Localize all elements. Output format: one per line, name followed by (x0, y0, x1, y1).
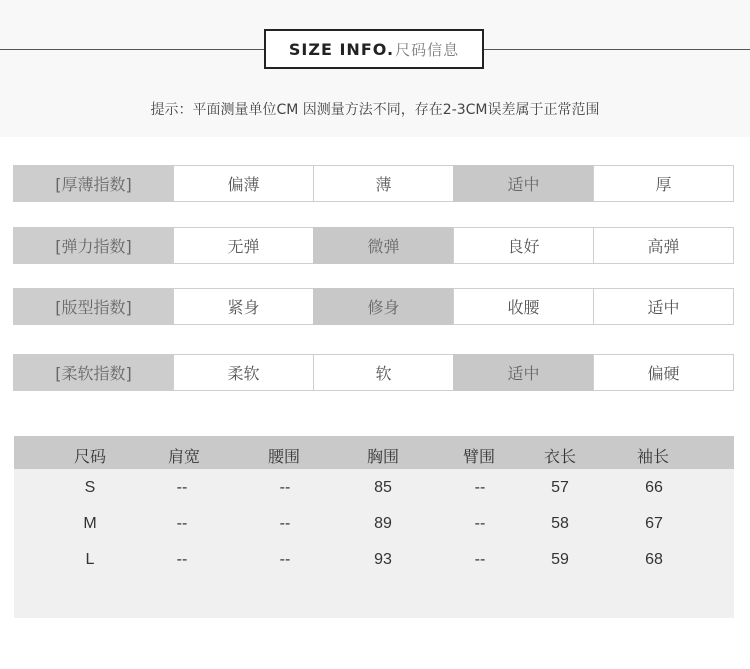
index-option: 无弹 (173, 227, 314, 264)
index-option-selected: 修身 (313, 288, 454, 325)
table-cell: S (84, 479, 96, 496)
index-option: 偏薄 (173, 165, 314, 202)
table-cell: 66 (645, 479, 663, 496)
index-label: [弹力指数] (13, 227, 174, 264)
header-sleeve: 袖长 (636, 447, 669, 466)
index-option-selected: 适中 (453, 354, 594, 391)
table-cell: 85 (374, 479, 392, 496)
table-cell: 93 (374, 551, 392, 568)
index-option: 偏硬 (593, 354, 734, 391)
index-option: 软 (313, 354, 454, 391)
table-cell: -- (474, 479, 486, 496)
table-cell: -- (279, 551, 291, 568)
table-cell: -- (279, 515, 291, 532)
header-arm: 臂围 (462, 447, 495, 466)
table-cell: 68 (645, 551, 663, 568)
header-shoulder: 肩宽 (167, 447, 200, 466)
index-option-selected: 适中 (453, 165, 594, 202)
table-cell: 67 (645, 515, 663, 532)
table-cell: L (85, 551, 95, 568)
index-label: [厚薄指数] (13, 165, 174, 202)
index-option: 适中 (593, 288, 734, 325)
index-option: 紧身 (173, 288, 314, 325)
header-length: 衣长 (543, 447, 576, 466)
index-label: [版型指数] (13, 288, 174, 325)
table-cell: -- (474, 551, 486, 568)
index-option: 收腰 (453, 288, 594, 325)
fit-index-row (13, 288, 734, 325)
table-cell: 89 (374, 515, 392, 532)
index-option-selected: 微弹 (313, 227, 454, 264)
header-waist: 腰围 (267, 447, 300, 466)
table-cell: -- (176, 479, 188, 496)
index-option: 薄 (313, 165, 454, 202)
table-cell: 58 (551, 515, 569, 532)
table-cell: -- (176, 551, 188, 568)
index-option: 良好 (453, 227, 594, 264)
size-table (14, 436, 734, 618)
measurement-note: 提示：平面测量单位CM 因测量方法不同，存在2-3CM误差属于正常范围 (150, 102, 600, 118)
title-chinese: 尺码信息 (395, 40, 460, 59)
elasticity-index-row (13, 227, 734, 264)
header-size: 尺码 (73, 447, 106, 466)
table-cell: M (83, 515, 97, 532)
thickness-index-row (13, 165, 734, 202)
title-english: SIZE INFO. (288, 39, 395, 59)
index-option: 厚 (593, 165, 734, 202)
index-option: 高弹 (593, 227, 734, 264)
table-cell: 57 (551, 479, 569, 496)
table-cell: -- (176, 515, 188, 532)
index-label: [柔软指数] (13, 354, 174, 391)
index-option: 柔软 (173, 354, 314, 391)
table-cell: -- (474, 515, 486, 532)
size-table-header (14, 436, 734, 469)
size-info-title (264, 29, 484, 69)
header-chest: 胸围 (366, 447, 399, 466)
table-cell: 59 (551, 551, 569, 568)
softness-index-row (13, 354, 734, 391)
table-cell: -- (279, 479, 291, 496)
